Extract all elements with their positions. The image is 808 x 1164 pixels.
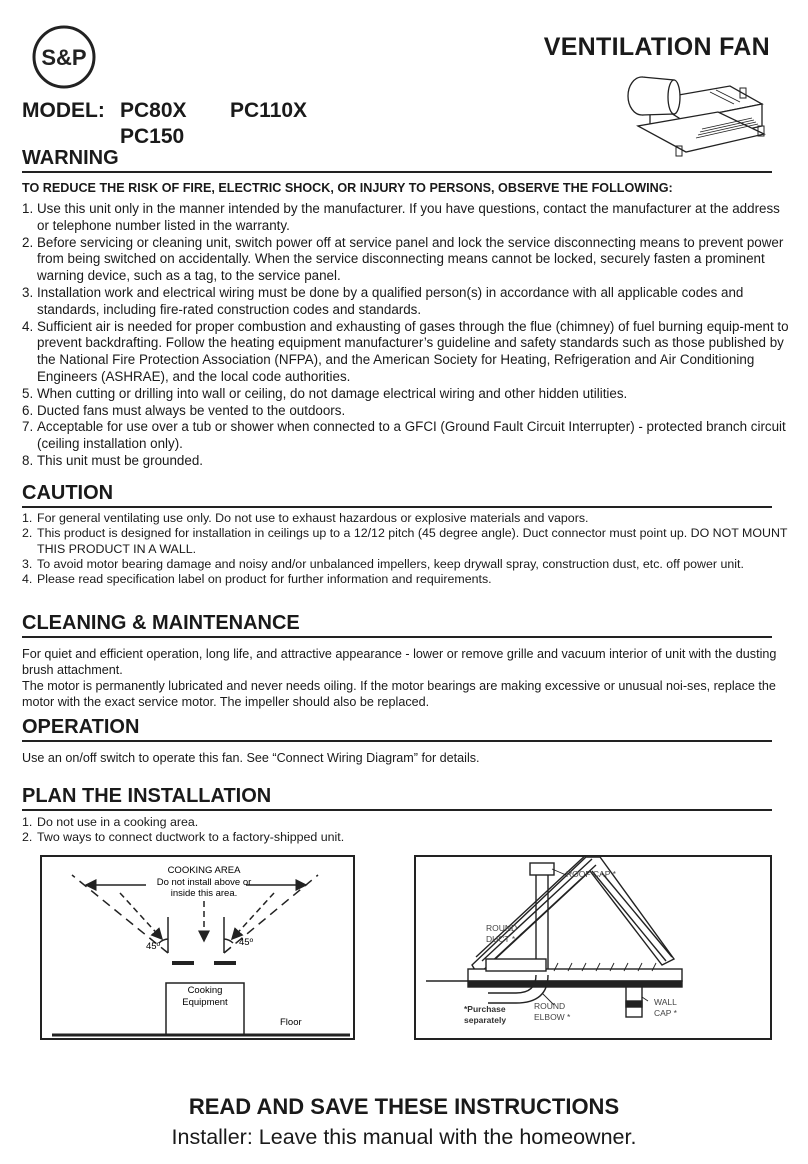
- model-pc150: PC150: [120, 125, 185, 148]
- wall-cap-label-line2: CAP *: [654, 1008, 677, 1018]
- warning-item: 3. Installation work and electrical wiring must be done by a qualified person(s) in accordance with all applicable codes and standards, including fire-rated construction codes and standards.: [22, 285, 792, 319]
- warning-lead: TO REDUCE THE RISK OF FIRE, ELECTRIC SHOCK, OR INJURY TO PERSONS, OBSERVE THE FOLLOWING:: [22, 181, 673, 195]
- plan-item: 2. Two ways to connect ductwork to a factory-shipped unit.: [22, 830, 792, 845]
- warning-heading: WARNING: [22, 146, 772, 173]
- roof-cap: [530, 863, 554, 875]
- model-label: MODEL:: [22, 99, 105, 122]
- ductwork-diagram: [414, 855, 772, 1040]
- round-duct-label-line1: ROUND: [486, 923, 518, 933]
- footer-read-save: READ AND SAVE THESE INSTRUCTIONS: [188, 1094, 620, 1119]
- logo-text: S&P: [41, 45, 87, 70]
- caution-item: 4. Please read specification label on product for further information and requirements.: [22, 572, 792, 587]
- purchase-note-line1: *Purchase: [464, 1004, 506, 1014]
- caution-list: [22, 511, 792, 587]
- caution-item: 2. This product is designed for installation in ceilings up to a 12/12 pitch (45 degree angle). Duct connector must point up. DO NOT MOUNT THIS PRODUCT IN A WALL.: [22, 526, 792, 557]
- plan-heading: PLAN THE INSTALLATION: [22, 784, 772, 811]
- round-duct-label-line2: DUCT *: [486, 934, 516, 944]
- plan-list: [22, 815, 792, 846]
- cooking-area-label: COOKING AREA: [167, 865, 241, 876]
- cleaning-paragraph-1: For quiet and efficient operation, long life, and attractive appearance - lower or remove grille and vacuum interior of unit with the dusting brush attachment.: [22, 647, 777, 677]
- caution-item: 1. For general ventilating use only. Do not use to exhaust hazardous or explosive materials and vapors.: [22, 511, 792, 526]
- equipment-label-line1: Cooking: [187, 985, 223, 996]
- cooking-area-note-line1: Do not install above or: [156, 877, 252, 888]
- warning-item: 2. Before servicing or cleaning unit, switch power off at service panel and lock the service disconnecting means to prevent power from being switched on accidentally. When the service disconnecting means cannot be locked, securely fasten a prominent warning device, such as a tag, to the service panel.: [22, 235, 792, 285]
- warning-list: [22, 201, 792, 470]
- model-pc110x: PC110X: [230, 99, 308, 122]
- document-title: VENTILATION FAN: [543, 33, 770, 61]
- caution-heading: CAUTION: [22, 481, 772, 508]
- warning-item: 7. Acceptable for use over a tub or shower when connected to a GFCI (Ground Fault Circuit Interrupter) - protected branch circuit (ceiling installation only).: [22, 419, 792, 453]
- warning-item: 8. This unit must be grounded.: [22, 453, 792, 470]
- warning-item: 4. Sufficient air is needed for proper combustion and exhausting of gases through the flue (chimney) of fuel burning equip-ment to prevent backdrafting. Follow the heating equipment manufacturer’s guideline and safety standards such as those published by the National Fire Protection Association (NFPA), and the American Society for Heating, Refrigeration and Air Conditioning Engineers (ASHRAE), and the local code authorities.: [22, 319, 792, 386]
- angle-label-right: 45º: [239, 937, 254, 948]
- equipment-label-line2: Equipment: [182, 997, 228, 1008]
- angle-label-left: 45º: [146, 941, 161, 952]
- round-elbow-label-line2: ELBOW *: [534, 1012, 571, 1022]
- cleaning-paragraph-2: The motor is permanently lubricated and never needs oiling. If the motor bearings are making excessive or unusual noi-ses, replace the motor with the exact service motor. The impeller should also be replaced.: [22, 679, 776, 709]
- plan-item: 1. Do not use in a cooking area.: [22, 815, 792, 830]
- brand-logo: [31, 24, 97, 90]
- wall-cap-label-line1: WALL: [654, 997, 677, 1007]
- model-pc80x: PC80X: [120, 99, 187, 122]
- caution-item: 3. To avoid motor bearing damage and noisy and/or unbalanced impellers, keep drywall spray, construction dust, etc. off power unit.: [22, 557, 792, 572]
- round-elbow-label-line1: ROUND: [534, 1001, 566, 1011]
- cleaning-heading: CLEANING & MAINTENANCE: [22, 611, 772, 638]
- warning-item: 5. When cutting or drilling into wall or ceiling, do not damage electrical wiring and other hidden utilities.: [22, 386, 792, 403]
- roof-cap-label: ROOF CAP *: [566, 869, 616, 879]
- warning-item: 1. Use this unit only in the manner intended by the manufacturer. If you have questions, contact the manufacturer at the address or telephone number listed in the warranty.: [22, 201, 792, 235]
- operation-heading: OPERATION: [22, 715, 772, 742]
- operation-text: Use an on/off switch to operate this fan. See “Connect Wiring Diagram” for details.: [22, 751, 480, 765]
- footer-installer-note: Installer: Leave this manual with the homeowner.: [171, 1125, 637, 1149]
- cooking-area-note-line2: inside this area.: [170, 888, 238, 899]
- cooking-area-diagram: [40, 855, 355, 1040]
- purchase-note-line2: separately: [464, 1015, 507, 1025]
- warning-item: 6. Ducted fans must always be vented to the outdoors.: [22, 403, 792, 420]
- floor-label: Floor: [280, 1017, 302, 1028]
